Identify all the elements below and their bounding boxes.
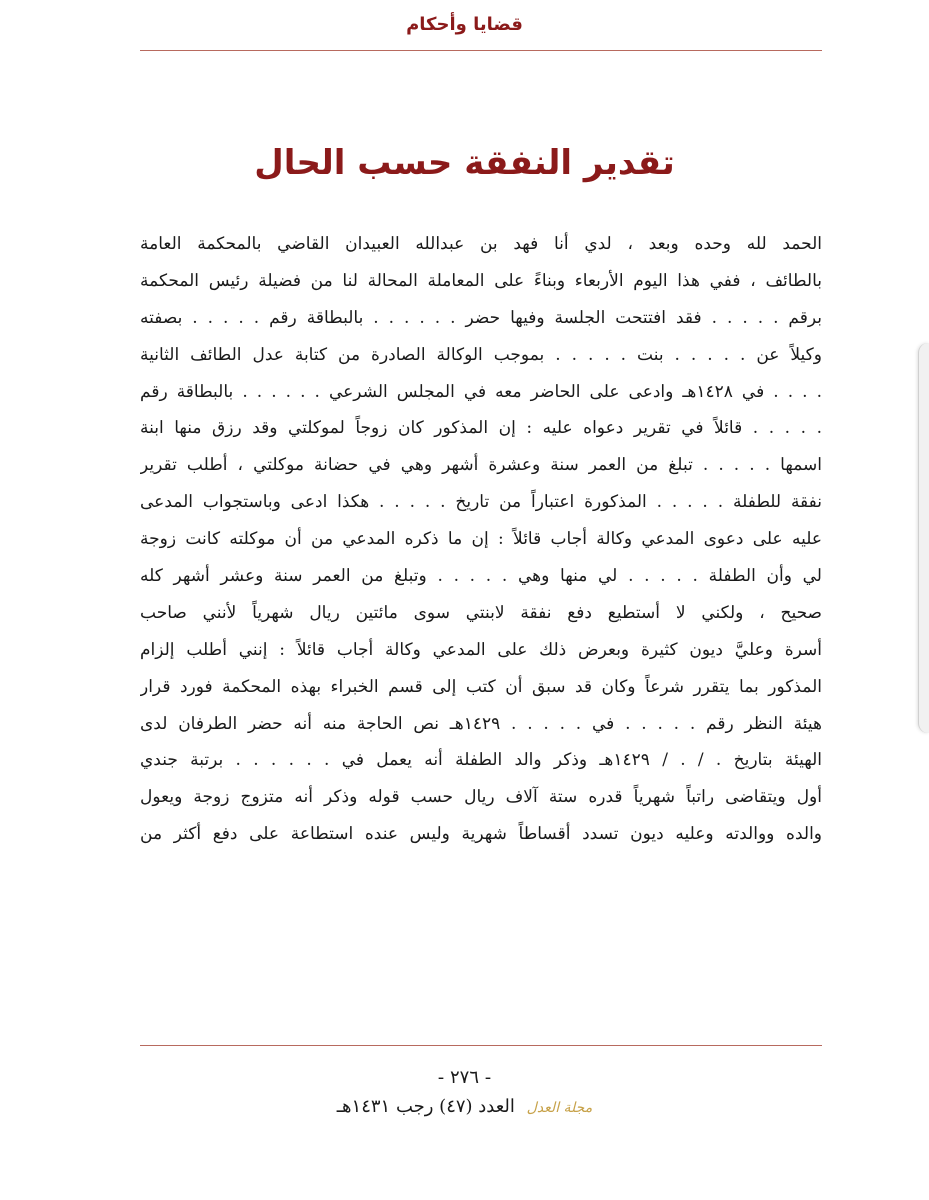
body-line: صحيح ، ولكني لا أستطيع دفع نفقة لابنتي سوى مائتين ريال شهرياً لأنني صاحب [140,602,822,623]
body-line: المذكور بما يتقرر شرعاً وكان قد سبق أن كتب إلى قسم الخبراء بهذه المحكمة فورد قرار [140,676,822,697]
body-line: برقم . . . . . فقد افتتحت الجلسة وفيها حضر . . . . . . بالبطاقة رقم . . . . . بصفته [140,307,822,328]
body-line: نفقة للطفلة . . . . . المذكورة اعتباراً من تاريخ . . . . . هكذا ادعى وباستجواب المدعى [140,492,822,513]
body-line: اسمها . . . . . تبلغ من العمر سنة وعشرة أشهر وهي في حضانة موكلتي ، أطلب تقرير [140,455,822,476]
journal-logo: مجلة العدل [526,1100,593,1116]
body-line: . . . . . قائلاً في تقرير دعواه عليه : إن المذكور كان زوجاً لموكلتي وقد رزق منها ابنة [140,418,822,439]
header-divider [140,50,822,51]
article-body [140,226,822,853]
section-title: قضايا وأحكام [406,14,523,35]
body-line: الحمد لله وحده وبعد ، لدي أنا فهد بن عبدالله العبيدان القاضي بالمحكمة العامة [140,234,822,254]
body-line: أسرة وعليَّ ديون كثيرة وبعرض ذلك على المدعي وكالة أجاب قائلاً : إنني أطلب إلزام [140,639,822,660]
issue-info: العدد (٤٧) رجب ١٤٣١هـ [336,1096,515,1117]
body-line: هيئة النظر رقم . . . . . في . . . . . ١٤٢٩هـ نص الحاجة منه أنه حضر الطرفان لدى [140,713,822,734]
body-line: والده ووالدته وعليه ديون تسدد أقساطاً شهرية وليس عنده استطاعة على دفع أكثر من [140,824,822,845]
footer-issue-line [0,1096,929,1117]
body-line: أول ويتقاضى راتباً شهرياً قدره ستة آلاف ريال حسب قوله وذكر أنه متزوج زوجة ويعول [140,787,822,808]
body-line: بالطائف ، ففي هذا اليوم الأربعاء وبناءً على المعاملة المحالة لنا من فضيلة رئيس المحكمة [140,270,822,291]
body-line: عليه على دعوى المدعي وكالة أجاب قائلاً : إن ما ذكره المدعي من أن موكلته كانت زوجة [140,529,822,550]
page-number: - ٢٧٦ - [437,1067,492,1088]
body-line: لي وأن الطفلة . . . . . لي منها وهي . . . . . وتبلغ من العمر سنة وعشر أشهر كله [140,566,822,587]
body-line: الهيئة بتاريخ . / . / ١٤٢٩هـ وذكر والد الطفلة أنه يعمل في . . . . . . برتبة جندي [140,750,822,771]
edge-scroll-handle[interactable] [918,343,929,733]
article-title: تقدير النفقة حسب الحال [254,143,675,183]
body-line: وكيلاً عن . . . . . بنت . . . . . بموجب الوكالة الصادرة من كتابة عدل الطائف الثانية [140,344,822,365]
body-line: . . . . في ١٤٢٨هـ وادعى على الحاضر معه في المجلس الشرعي . . . . . . بالبطاقة رقم [140,381,822,402]
footer-divider [140,1045,822,1046]
